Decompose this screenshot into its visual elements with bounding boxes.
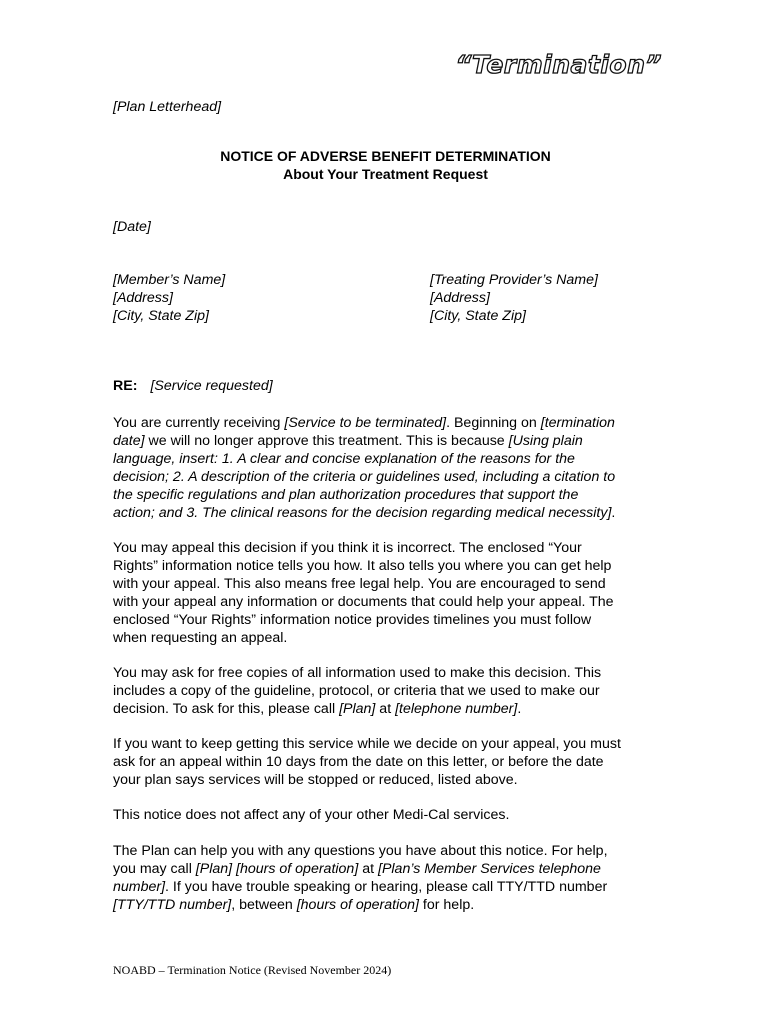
paragraph-free-copies xyxy=(113,664,661,718)
placeholder-plan-hours: [Plan] [hours of operation] xyxy=(195,861,359,877)
placeholder-member-services-phone: [Plan’s Member Services telephone xyxy=(378,861,601,877)
notice-title-block xyxy=(113,147,658,183)
placeholder-reasons: [Using plain xyxy=(508,433,583,449)
placeholder-plan: [Plan] xyxy=(339,701,376,717)
text-run: . Beginning on xyxy=(446,415,541,431)
page-footer: NOABD – Termination Notice (Revised November 2024) xyxy=(113,963,392,977)
paragraph-line: enclosed “Your Rights” information notice provides timelines you must follow xyxy=(113,612,592,628)
text-run: . xyxy=(611,505,616,521)
paragraph-line: with your appeal any information or documents that could help your appeal. The xyxy=(113,594,614,610)
paragraph-line: with your appeal. This also means free legal help. You are encouraged to send xyxy=(113,576,606,592)
re-line xyxy=(113,378,273,394)
provider-name: [Treating Provider’s Name] xyxy=(430,272,598,288)
paragraph-line: You may ask for free copies of all information used to make this decision. This xyxy=(113,665,602,681)
placeholder-telephone: [telephone number] xyxy=(395,701,518,717)
placeholder-reasons: decision; 2. A description of the criteria or guidelines used, including a citation to xyxy=(113,469,616,485)
text-run: decision. To ask for this, please call xyxy=(113,701,340,717)
placeholder-termination-date: [termination xyxy=(540,415,615,431)
paragraph-line: The Plan can help you with any questions you have about this notice. For help, xyxy=(113,843,608,859)
paragraph-line: your plan says services will be stopped or reduced, listed above. xyxy=(113,772,518,788)
text-run: , between xyxy=(231,897,297,913)
letter-date: [Date] xyxy=(113,219,151,235)
re-label: RE: xyxy=(113,378,138,394)
paragraph-line: This notice does not affect any of your other Medi-Cal services. xyxy=(113,807,510,823)
text-run: You are currently receiving xyxy=(113,415,285,431)
service-requested: [Service requested] xyxy=(150,378,273,394)
text-run: we will no longer approve this treatment. This is because xyxy=(144,433,509,449)
placeholder-tty-number: [TTY/TTD number] xyxy=(113,897,232,913)
paragraph-line: Rights” information notice tells you how. It also tells you where you can get help xyxy=(113,558,612,574)
placeholder-termination-date: date] xyxy=(113,433,145,449)
placeholder-member-services-phone: number] xyxy=(113,879,166,895)
text-run: you may call xyxy=(113,861,196,877)
paragraph-line: You may appeal this decision if you think it is incorrect. The enclosed “Your xyxy=(113,540,582,556)
text-run: . If you have trouble speaking or hearing, please call TTY/TTD number xyxy=(165,879,608,895)
placeholder-service: [Service to be terminated] xyxy=(284,415,447,431)
text-run: at xyxy=(375,701,396,717)
notice-title: NOTICE OF ADVERSE BENEFIT DETERMINATION xyxy=(220,148,551,164)
termination-watermark: “Termination” xyxy=(455,50,662,79)
paragraph-line: If you want to keep getting this service while we decide on your appeal, you must xyxy=(113,736,621,752)
paragraph-medi-cal xyxy=(113,806,661,824)
member-name: [Member’s Name] xyxy=(113,272,226,288)
paragraph-help xyxy=(113,842,661,914)
text-run: . xyxy=(517,701,522,717)
provider-address: [Address] xyxy=(430,290,490,306)
provider-address-block xyxy=(430,271,598,325)
member-address-block xyxy=(113,271,225,325)
text-run: at xyxy=(358,861,378,877)
member-city: [City, State Zip] xyxy=(113,308,209,324)
paragraph-line: includes a copy of the guideline, protocol, or criteria that we used to make our xyxy=(113,683,600,699)
paragraph-continue-service xyxy=(113,735,661,789)
paragraph-appeal xyxy=(113,539,661,647)
plan-letterhead: [Plan Letterhead] xyxy=(113,99,222,115)
member-address: [Address] xyxy=(113,290,173,306)
paragraph-line: ask for an appeal within 10 days from the date on this letter, or before the date xyxy=(113,754,604,770)
paragraph-line: when requesting an appeal. xyxy=(113,630,288,646)
placeholder-hours: [hours of operation] xyxy=(296,897,419,913)
text-run: for help. xyxy=(418,897,475,913)
placeholder-reasons: the specific regulations and plan authorization procedures that support the xyxy=(113,487,579,503)
placeholder-reasons: action; and 3. The clinical reasons for the decision regarding medical necessity] xyxy=(113,505,612,521)
provider-city: [City, State Zip] xyxy=(430,308,526,324)
notice-subtitle: About Your Treatment Request xyxy=(283,166,488,182)
placeholder-reasons: language, insert: 1. A clear and concise explanation of the reasons for the xyxy=(113,451,575,467)
paragraph-current-service xyxy=(113,414,661,522)
